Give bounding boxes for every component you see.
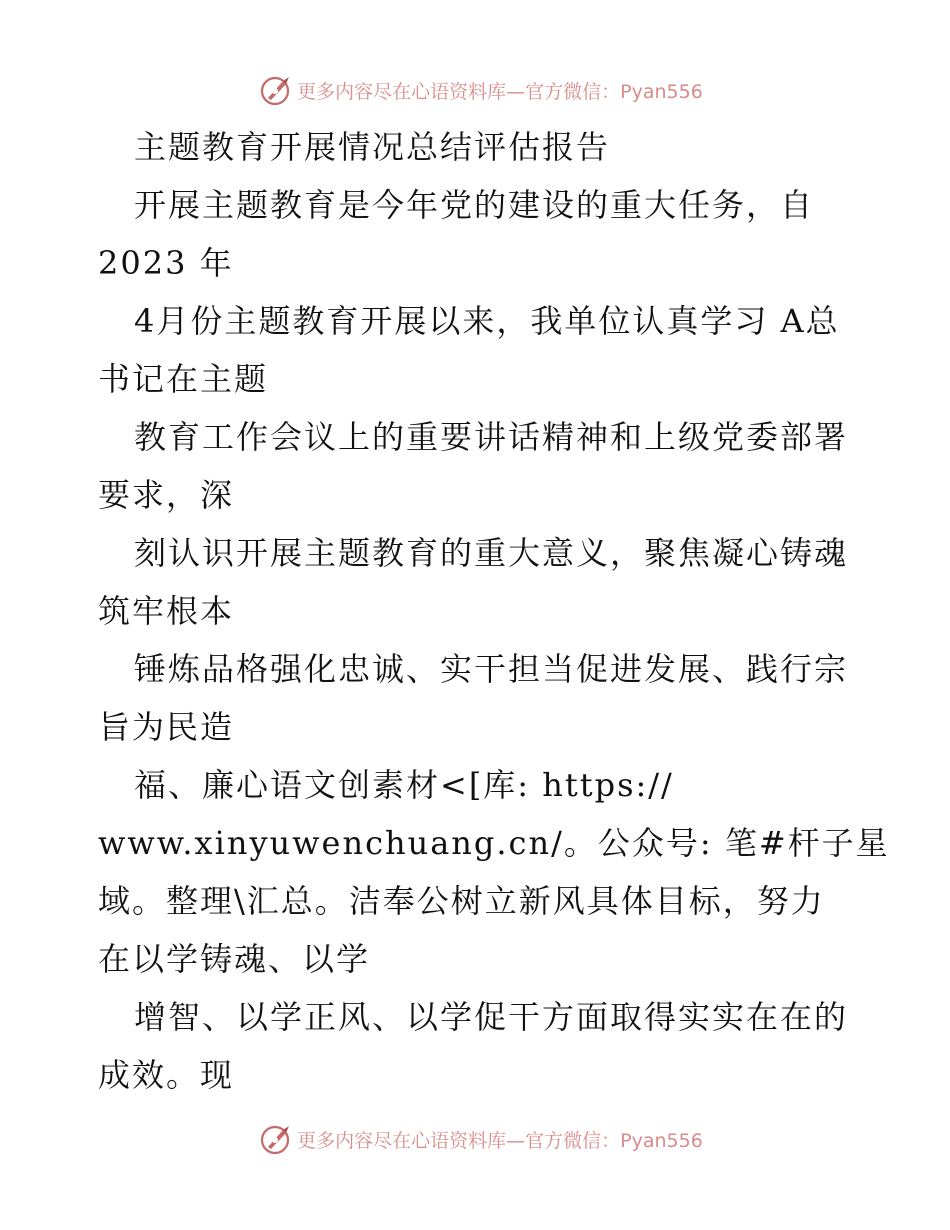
header-banner [0,70,950,110]
text-line: 筑牢根本 [98,592,235,630]
text-line: www.xinyuwenchuang.cn/。公众号: 笔#杆子星 [98,824,890,862]
text-line: 成效。现 [98,1056,235,1094]
text-line: 2023 年 [98,244,234,282]
banner-content [259,73,703,107]
banner-text: 更多内容尽在心语资料库—官方微信：Pyan556 [297,1129,703,1152]
text-line: 开展主题教育是今年党的建设的重大任务，自 [134,186,815,224]
quill-logo-icon [259,73,293,107]
text-line: 在以学铸魂、以学 [98,940,371,978]
banner-text: 更多内容尽在心语资料库—官方微信：Pyan556 [297,80,703,103]
text-line: 域。整理\汇总。洁奉公树立新风具体目标，努力 [98,882,825,920]
text-line: 主题教育开展情况总结评估报告 [134,128,611,166]
text-line: 要求，深 [98,476,235,514]
text-line: 福、廉心语文创素材<[库: https:// [134,766,674,804]
text-line: 教育工作会议上的重要讲话精神和上级党委部署 [134,418,849,456]
text-line: 4月份主题教育开展以来，我单位认真学习 A总 [134,302,840,340]
text-line: 锤炼品格强化忠诚、实干担当促进发展、践行宗 [134,650,849,688]
document-body [98,118,890,1104]
text-line: 增智、以学正风、以学促干方面取得实实在在的 [134,998,849,1036]
text-line: 旨为民造 [98,708,235,746]
footer-banner [0,1119,950,1159]
quill-logo-icon [259,1122,293,1156]
banner-content [259,1122,703,1156]
text-line: 书记在主题 [98,360,269,398]
text-line: 刻认识开展主题教育的重大意义，聚焦凝心铸魂 [134,534,849,572]
